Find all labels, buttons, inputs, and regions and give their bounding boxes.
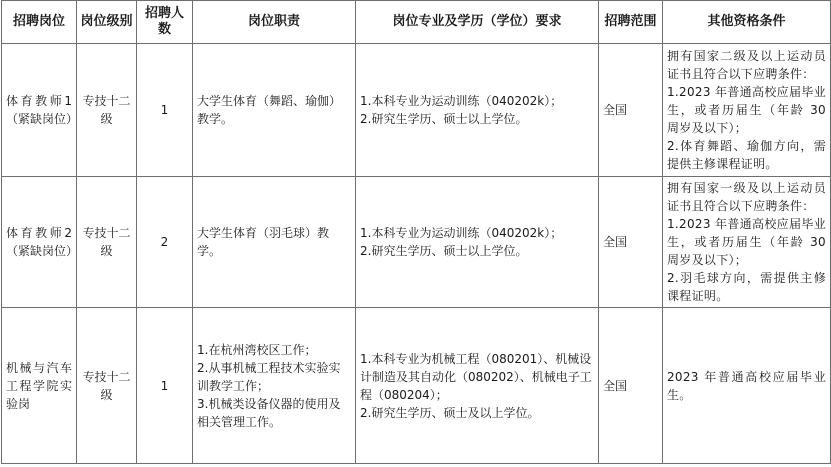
position-cell: 机械与汽车工程学院实验岗 [2, 308, 77, 464]
header-other-conditions: 其他资格条件 [663, 1, 831, 44]
duties-cell [193, 44, 356, 177]
condition-line: 拥有国家一级及以上运动员证书且符合以下应聘条件： [667, 181, 826, 213]
header-level: 岗位级别 [77, 1, 137, 44]
requirements-cell [356, 308, 599, 464]
position-cell: 体育教师1（紧缺岗位） [2, 44, 77, 177]
recruitment-table [1, 0, 831, 464]
level-cell: 专技十二级 [77, 308, 137, 464]
requirements-cell [356, 44, 599, 177]
requirement-line: 1.本科专业为运动训练（040202k）； [360, 94, 563, 108]
requirement-line: 1.本科专业为运动训练（040202k）； [360, 226, 563, 240]
requirement-line: 2.研究生学历、硕士以上学位。 [360, 244, 528, 258]
header-requirements: 岗位专业及学历（学位）要求 [356, 1, 599, 44]
count-cell: 1 [137, 308, 193, 464]
condition-line: 1.2023 年普通高校应届毕业生，或者历届生（年龄 30 周岁及以下）； [667, 217, 826, 267]
requirement-line: 2.研究生学历、硕士及以上学位。 [360, 405, 540, 420]
header-scope: 招聘范围 [599, 1, 663, 44]
level-cell: 专技十二级 [77, 177, 137, 308]
table-row [2, 308, 831, 464]
requirements-cell [356, 177, 599, 308]
scope-cell: 全国 [599, 177, 663, 308]
conditions-cell [663, 177, 831, 308]
position-cell: 体育教师2（紧缺岗位） [2, 177, 77, 308]
scope-cell: 全国 [599, 308, 663, 464]
condition-line: 2.体育舞蹈、瑜伽方向，需提供主修课程证明。 [667, 139, 826, 171]
duty-line: 3.机械类设备仪器的使用及相关管理工作。 [197, 396, 341, 429]
scope-cell: 全国 [599, 44, 663, 177]
duty-line: 大学生体育（羽毛球）教学。 [197, 226, 330, 258]
header-position: 招聘岗位 [2, 1, 77, 44]
requirement-line: 2.研究生学历、硕士以上学位。 [360, 112, 528, 126]
count-cell: 2 [137, 177, 193, 308]
table-row [2, 44, 831, 177]
conditions-cell [663, 44, 831, 177]
duties-cell [193, 308, 356, 464]
header-row [2, 1, 831, 44]
header-duties: 岗位职责 [193, 1, 356, 44]
condition-line: 1.2023 年普通高校应届毕业生，或者历届生（年龄 30 周岁及以下）； [667, 85, 826, 135]
duty-line: 大学生体育（舞蹈、瑜伽）教学。 [197, 94, 342, 126]
condition-line: 2023 年普通高校应届毕业生。 [667, 369, 826, 402]
condition-line: 2.羽毛球方向，需提供主修课程证明。 [667, 271, 826, 303]
duty-line: 1.在杭州湾校区工作； [197, 342, 317, 357]
duties-cell [193, 177, 356, 308]
table-row [2, 177, 831, 308]
condition-line: 拥有国家二级及以上运动员证书且符合以下应聘条件： [667, 49, 826, 81]
duty-line: 2.从事机械工程技术实验实训教学工作； [197, 360, 341, 393]
count-cell: 1 [137, 44, 193, 177]
conditions-cell [663, 308, 831, 464]
requirement-line: 1.本科专业为机械工程（080201）、机械设计制造及其自动化（080202）、机械电子工程（080204）； [360, 351, 592, 402]
level-cell: 专技十二级 [77, 44, 137, 177]
header-count: 招聘人数 [137, 1, 193, 44]
